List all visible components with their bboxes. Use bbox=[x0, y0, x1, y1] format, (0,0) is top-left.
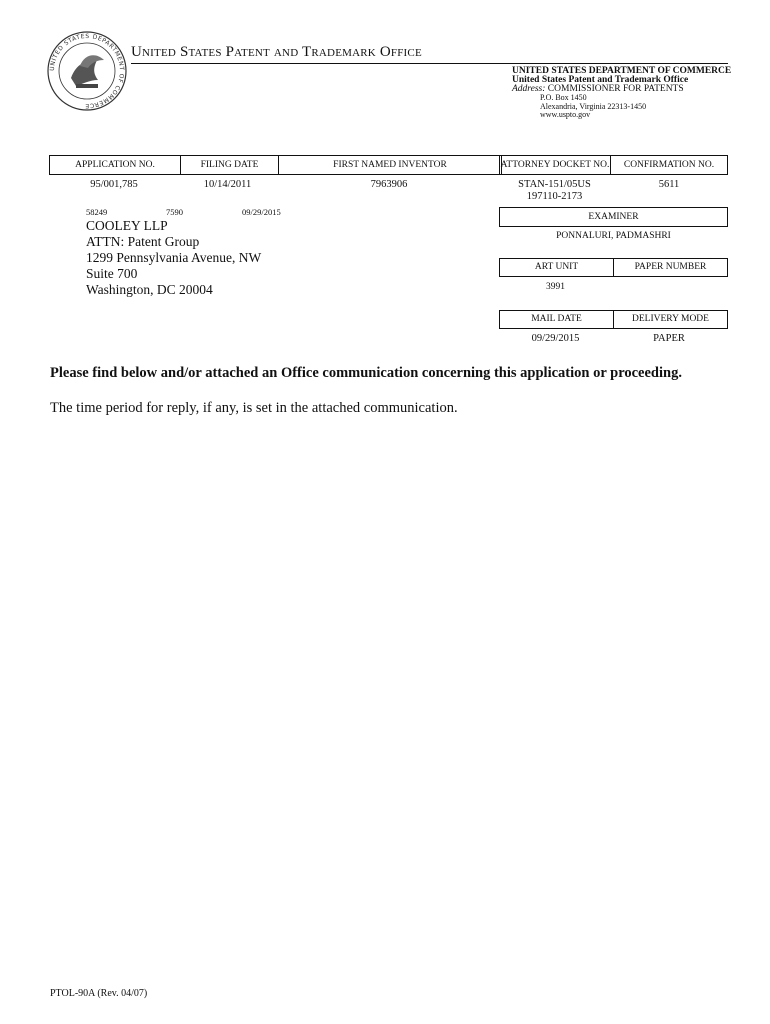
mail-box bbox=[499, 310, 728, 329]
examiner-label: EXAMINER bbox=[588, 212, 639, 222]
correspondence-address bbox=[86, 218, 261, 298]
correspondence-date: 09/29/2015 bbox=[242, 207, 281, 217]
notice-text: Please find below and/or attached an Office communication concerning this application or proceeding. bbox=[50, 365, 682, 381]
customer-no: 58249 bbox=[86, 207, 108, 217]
mail-date-value: 09/29/2015 bbox=[531, 333, 580, 344]
correspondence-code: 7590 bbox=[166, 207, 183, 217]
address-line1: COMMISSIONER FOR PATENTS bbox=[547, 84, 684, 94]
art-unit-label: ART UNIT bbox=[534, 262, 579, 272]
department-block bbox=[512, 67, 731, 120]
dept-name: UNITED STATES DEPARTMENT OF COMMERCE bbox=[512, 66, 732, 76]
value-filing-date: 10/14/2011 bbox=[203, 179, 252, 190]
header-table-left bbox=[49, 155, 502, 175]
uspto-name: United States Patent and Trademark Office bbox=[512, 75, 689, 85]
addressee-suite: Suite 700 bbox=[86, 266, 138, 281]
seal-text: UNITED STATES DEPARTMENT OF COMMERCE bbox=[48, 32, 126, 110]
value-attorney-docket-no bbox=[499, 179, 610, 203]
website: www.uspto.gov bbox=[540, 110, 591, 119]
delivery-mode-label: DELIVERY MODE bbox=[613, 311, 727, 328]
uspto-seal-icon bbox=[46, 30, 128, 112]
title-rule bbox=[131, 63, 728, 64]
office-title: United States Patent and Trademark Office bbox=[131, 44, 422, 60]
addressee-name: COOLEY LLP bbox=[86, 218, 168, 233]
value-first-named-inventor: 7963906 bbox=[370, 179, 408, 190]
header-table-right bbox=[499, 155, 728, 175]
delivery-mode-value: PAPER bbox=[653, 333, 685, 344]
label-attorney-docket-no: ATTORNEY DOCKET NO. bbox=[500, 156, 611, 175]
label-first-named-inventor: FIRST NAMED INVENTOR bbox=[279, 156, 502, 175]
value-application-no: 95/001,785 bbox=[90, 179, 138, 190]
art-unit-box bbox=[499, 258, 728, 277]
docket-line1: STAN-151/05US bbox=[518, 179, 591, 190]
addressee-street: 1299 Pennsylvania Avenue, NW bbox=[86, 250, 262, 265]
label-filing-date: FILING DATE bbox=[181, 156, 279, 175]
paper-number-label: PAPER NUMBER bbox=[613, 259, 727, 276]
address-line2: P.O. Box 1450 bbox=[540, 93, 587, 102]
examiner-name: PONNALURI, PADMASHRI bbox=[556, 231, 671, 241]
label-application-no: APPLICATION NO. bbox=[50, 156, 181, 175]
time-period-text: The time period for reply, if any, is set in the attached communication. bbox=[50, 400, 458, 416]
address-label: Address: bbox=[512, 84, 546, 94]
docket-line2: 197110-2173 bbox=[526, 191, 583, 202]
addressee-city: Washington, DC 20004 bbox=[86, 282, 213, 297]
value-confirmation-no: 5611 bbox=[658, 179, 680, 190]
art-unit-value: 3991 bbox=[546, 282, 565, 292]
form-id: PTOL-90A (Rev. 04/07) bbox=[50, 988, 148, 999]
address-line3: Alexandria, Virginia 22313-1450 bbox=[540, 101, 647, 111]
mail-date-label: MAIL DATE bbox=[531, 314, 582, 324]
label-confirmation-no: CONFIRMATION NO. bbox=[611, 156, 728, 175]
addressee-attn: ATTN: Patent Group bbox=[86, 234, 200, 249]
examiner-label-box bbox=[499, 207, 728, 227]
